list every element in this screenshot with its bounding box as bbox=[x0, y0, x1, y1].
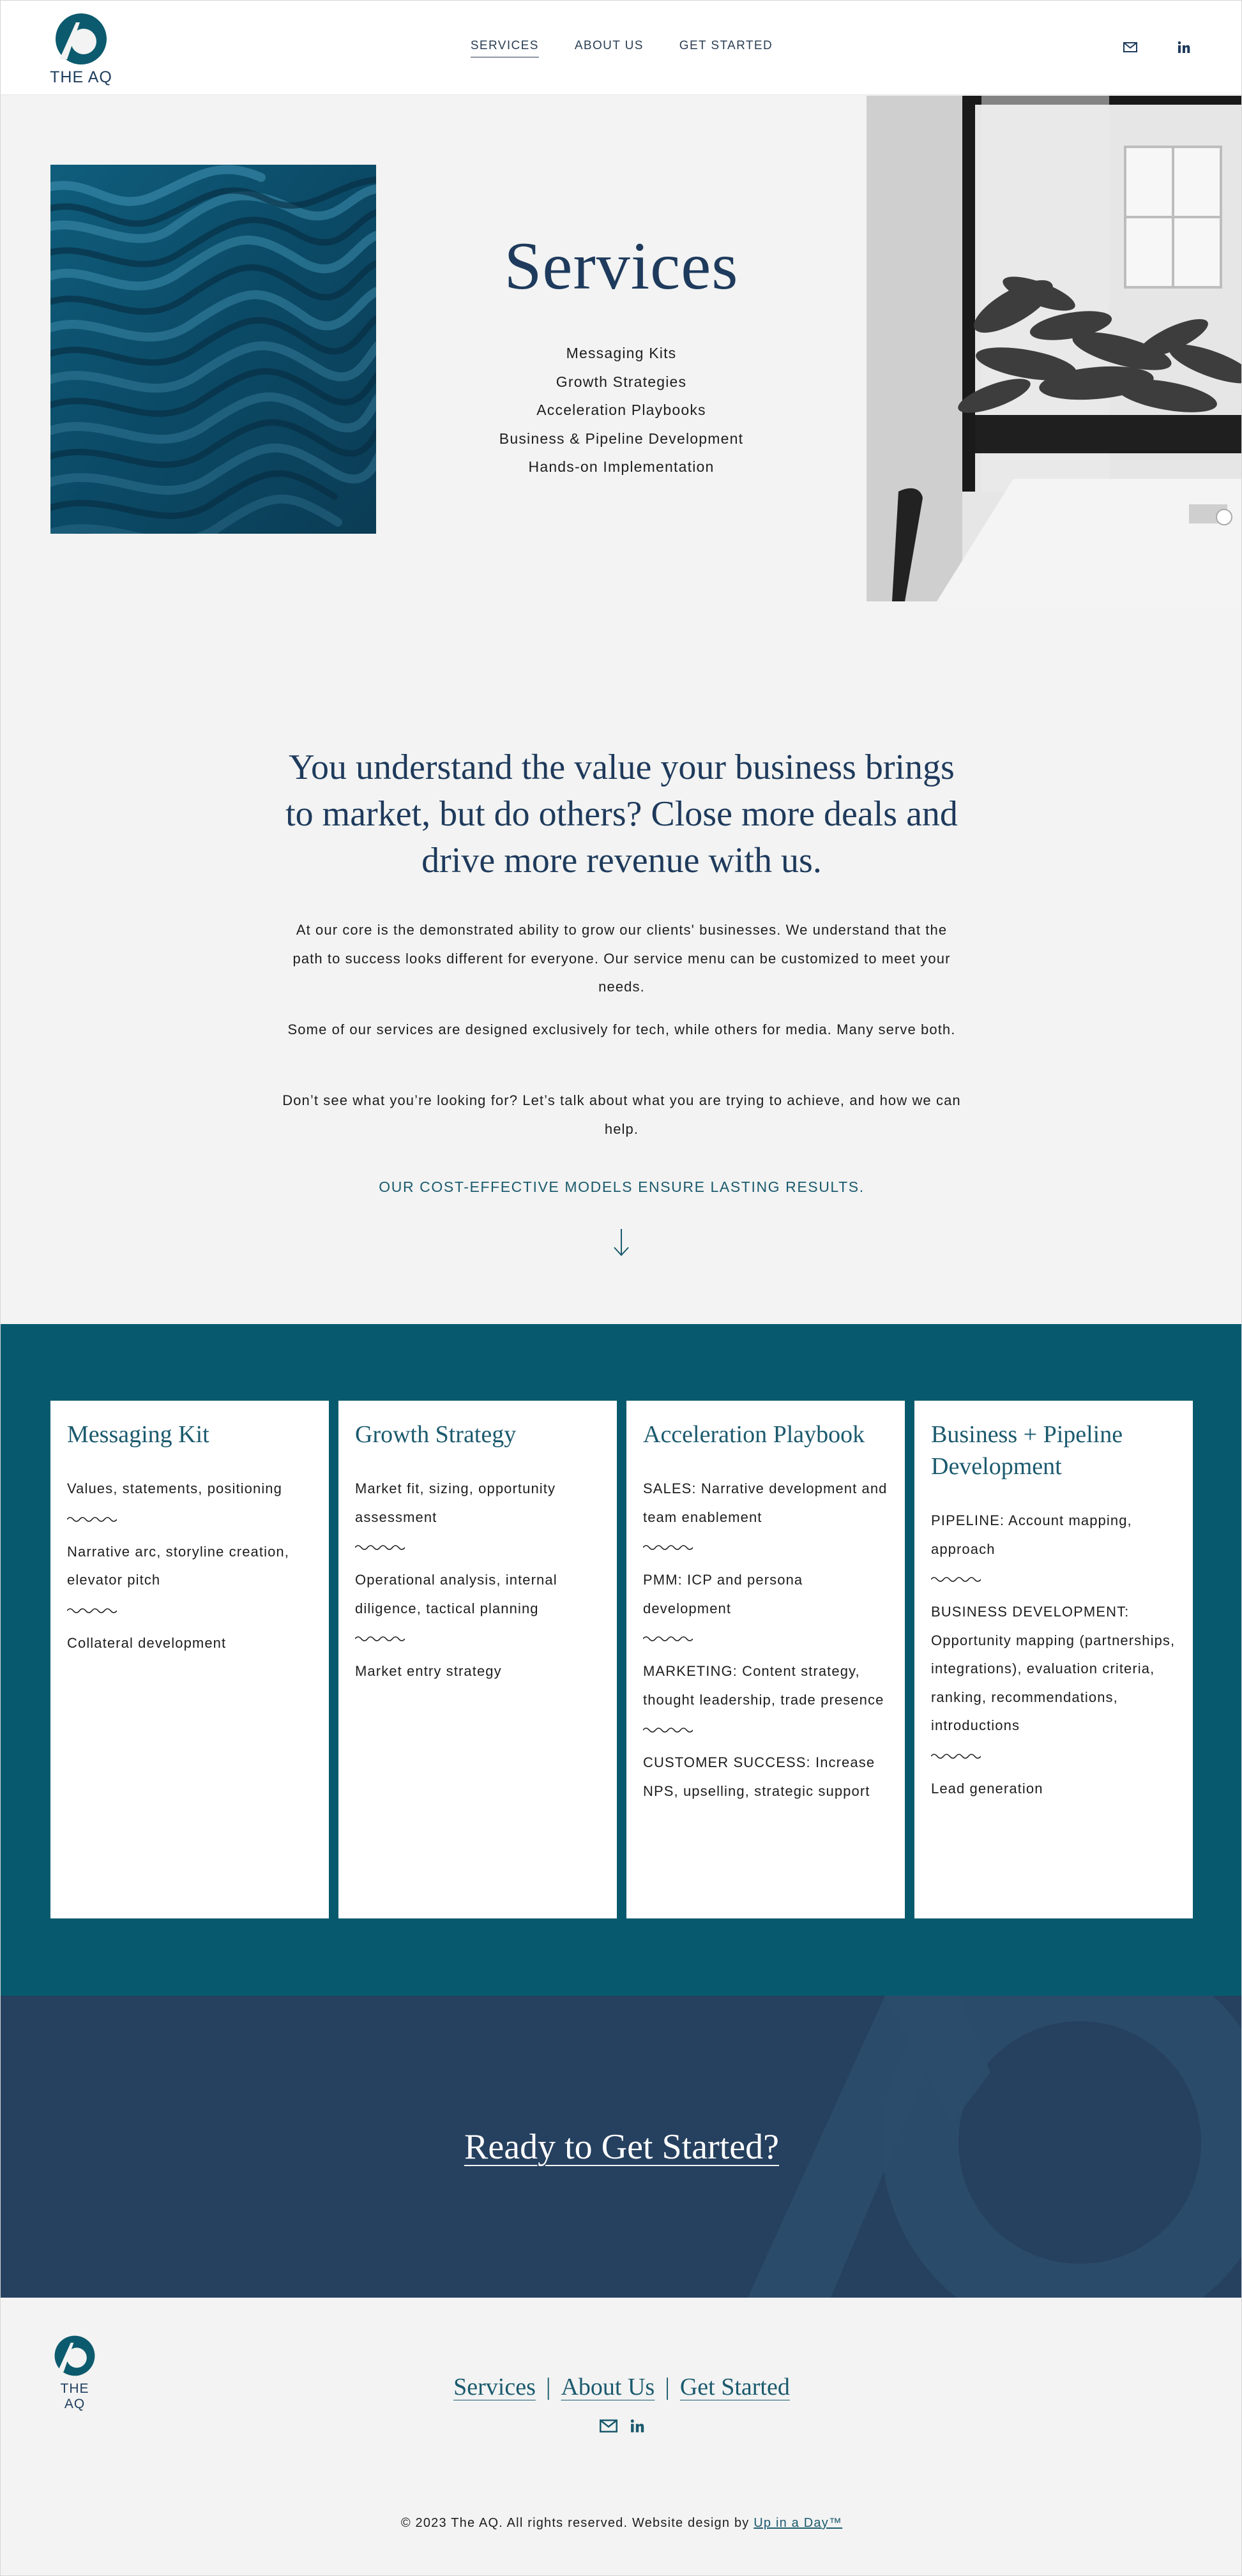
list-item: Hands-on Implementation bbox=[528, 458, 715, 475]
card-title: Acceleration Playbook bbox=[643, 1421, 865, 1448]
squiggle-divider-icon bbox=[643, 1726, 693, 1735]
intro-paragraph: Some of our services are designed exclusively for tech, while others for media. Many serve both. bbox=[287, 1021, 956, 1037]
separator: | bbox=[665, 2374, 670, 2400]
card-item: Narrative arc, storyline creation, elevator pitch bbox=[67, 1543, 289, 1588]
list-item: Business & Pipeline Development bbox=[499, 430, 744, 447]
card-item: Values, statements, positioning bbox=[67, 1480, 282, 1496]
linkedin-icon[interactable] bbox=[1173, 36, 1195, 58]
services-list bbox=[376, 339, 867, 481]
get-started-cta[interactable]: Ready to Get Started? bbox=[464, 2127, 779, 2167]
intro-paragraph: At our core is the demonstrated ability to grow our clients' businesses. We understand that the path to success looks different for everyone. Our service menu can be customized to meet your needs. bbox=[292, 922, 951, 995]
card-item: MARKETING: Content strategy, thought leadership, trade presence bbox=[643, 1663, 884, 1708]
squiggle-divider-icon bbox=[355, 1543, 405, 1552]
separator: | bbox=[545, 2374, 551, 2400]
card-item: Lead generation bbox=[931, 1780, 1043, 1796]
service-card-acceleration-playbook bbox=[626, 1401, 905, 1918]
logo-text: THE AQ bbox=[60, 2381, 89, 2411]
card-item: Market fit, sizing, opportunity assessment bbox=[355, 1480, 556, 1525]
nav-about-us[interactable]: ABOUT US bbox=[574, 39, 644, 52]
logo-text: THE AQ bbox=[50, 68, 112, 86]
squiggle-divider-icon bbox=[931, 1752, 981, 1761]
card-item: Market entry strategy bbox=[355, 1663, 502, 1679]
sand-dunes-image bbox=[50, 165, 376, 534]
card-item: SALES: Narrative development and team enablement bbox=[643, 1480, 888, 1525]
list-item: Messaging Kits bbox=[566, 345, 677, 361]
card-title: Business + Pipeline Development bbox=[931, 1421, 1123, 1480]
card-title: Growth Strategy bbox=[355, 1421, 517, 1448]
squiggle-divider-icon bbox=[931, 1575, 981, 1584]
intro-heading: You understand the value your business brings to market, but do others? Close more deals and drive more revenue with us. bbox=[285, 748, 958, 880]
mail-icon[interactable] bbox=[600, 2419, 617, 2436]
office-photo bbox=[867, 96, 1242, 601]
site-header bbox=[1, 1, 1242, 95]
squiggle-divider-icon bbox=[643, 1634, 693, 1643]
design-credit-link[interactable]: Up in a Day™ bbox=[754, 2516, 843, 2530]
intro-paragraph: Don’t see what you’re looking for? Let’s talk about what you are trying to achieve, and how we can help. bbox=[282, 1092, 961, 1137]
card-item: Operational analysis, internal diligence, tactical planning bbox=[355, 1572, 557, 1616]
get-started-banner bbox=[1, 1996, 1242, 2298]
mail-icon[interactable] bbox=[1119, 36, 1141, 58]
page-title: Services bbox=[504, 229, 739, 303]
list-item: Acceleration Playbooks bbox=[536, 402, 706, 418]
list-item: Growth Strategies bbox=[556, 373, 687, 390]
card-item: Collateral development bbox=[67, 1634, 227, 1651]
card-item: CUSTOMER SUCCESS: Increase NPS, upselling, strategic support bbox=[643, 1754, 875, 1799]
logo-mark-icon bbox=[54, 2335, 96, 2377]
squiggle-divider-icon bbox=[67, 1606, 117, 1615]
squiggle-divider-icon bbox=[355, 1634, 405, 1643]
nav-get-started[interactable]: GET STARTED bbox=[679, 39, 773, 52]
footer-nav bbox=[1, 2373, 1242, 2401]
main-nav bbox=[1, 1, 1242, 95]
linkedin-icon[interactable] bbox=[630, 2419, 644, 2436]
footer-link-about-us[interactable]: About Us bbox=[561, 2374, 655, 2400]
squiggle-divider-icon bbox=[643, 1543, 693, 1552]
footer-social bbox=[1, 2419, 1242, 2436]
site-footer bbox=[1, 2298, 1242, 2576]
card-item: PIPELINE: Account mapping, approach bbox=[931, 1512, 1132, 1557]
card-item: PMM: ICP and persona development bbox=[643, 1572, 803, 1616]
service-card-business-pipeline bbox=[914, 1401, 1193, 1918]
copyright-text: © 2023 The AQ. All rights reserved. Website design by bbox=[400, 2516, 754, 2530]
card-item: BUSINESS DEVELOPMENT: Opportunity mapping (partnerships, integrations), evaluation criteria, ranking, recommendations, introductions bbox=[931, 1604, 1176, 1733]
footer-link-get-started[interactable]: Get Started bbox=[679, 2374, 790, 2400]
arrow-down-icon[interactable] bbox=[612, 1226, 631, 1258]
results-tagline: OUR COST-EFFECTIVE MODELS ENSURE LASTING RESULTS. bbox=[379, 1179, 865, 1195]
footer-link-services[interactable]: Services bbox=[453, 2374, 536, 2400]
service-card-growth-strategy bbox=[338, 1401, 617, 1918]
copyright bbox=[1, 2516, 1242, 2531]
card-title: Messaging Kit bbox=[67, 1421, 209, 1448]
nav-services[interactable]: SERVICES bbox=[471, 39, 539, 57]
service-card-messaging-kit bbox=[50, 1401, 329, 1918]
squiggle-divider-icon bbox=[67, 1515, 117, 1524]
